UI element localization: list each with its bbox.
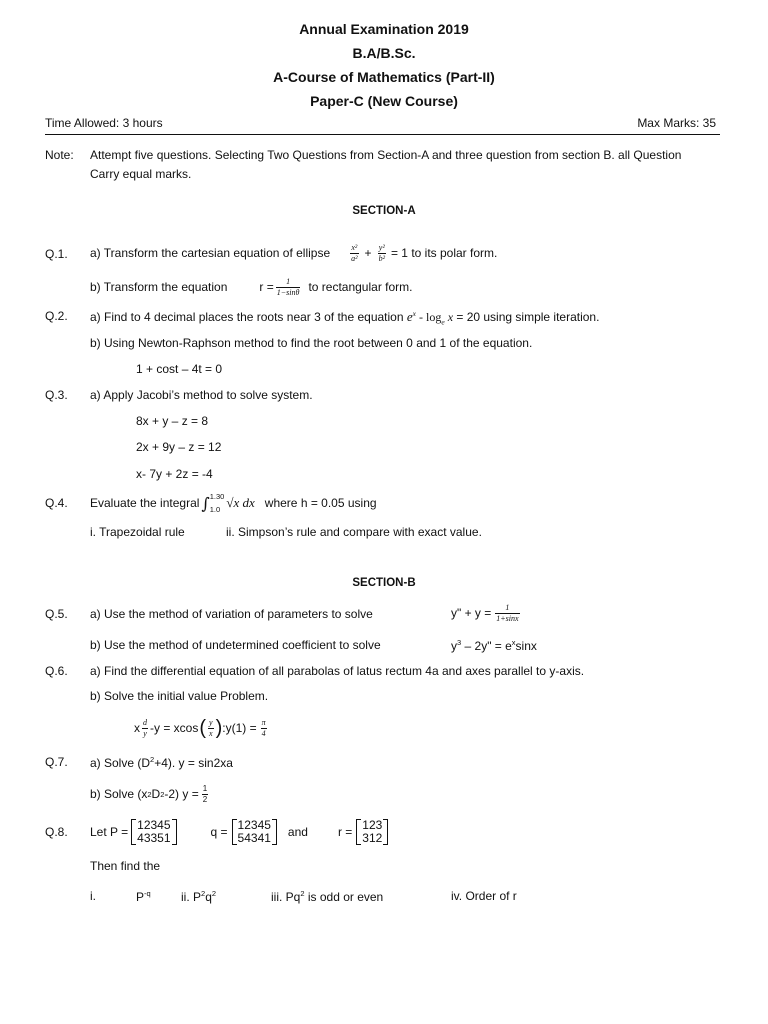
q8-part-iii: iii. Pq$^2$ is odd or even — [271, 889, 384, 904]
q8-part-ii: ii. $P^2q^2$ — [181, 889, 217, 904]
note-text-line1: Attempt five questions. Selecting Two Questions from Section-A and three question from section B. all Question — [90, 148, 682, 162]
q3-equation-2: 2x + 9y – z = 12 — [136, 440, 222, 454]
q5b-equation: $y^3 - 2y$" = $e^x\sin x$ — [451, 638, 537, 653]
question-number: Q.6. — [45, 664, 68, 678]
time-allowed: Time Allowed: 3 hours — [45, 116, 163, 130]
q1b-line: b) Transform the equation r = $\frac{1}{1-\sin\theta}$ to rectangular form. — [90, 276, 413, 297]
q4-text: Evaluate the integral — [90, 496, 200, 510]
note-text-line2: Carry equal marks. — [90, 167, 192, 181]
q6b-equation: x $\frac{d}{y}$ -y = xcos ( $\frac{y}{x}$ ) :y(1) = $\frac{\pi}{4}$ — [134, 716, 266, 739]
matrix-r: 123 312 — [356, 819, 388, 845]
q8-part-i: $P^{-q}$ — [136, 889, 151, 904]
q2a-line: a) Find to 4 decimal places the roots near 3 of the equation $e^x - \log_e x = 20$ using simple iteration. — [90, 309, 600, 327]
degree-title: B.A/B.Sc. — [352, 45, 416, 61]
q1b-text: b) Transform the equation — [90, 280, 228, 294]
q1a-text: a) Transform the cartesian equation of ellipse — [90, 246, 331, 260]
question-number: Q.8. — [45, 825, 68, 839]
integral-limits: 1.30 1.0 — [209, 492, 225, 514]
q5a-text: a) Use the method of variation of parameters to solve — [90, 607, 373, 621]
q3a-text: a) Apply Jacobi’s method to solve system. — [90, 388, 313, 402]
pi-over-4-fraction: $\frac{\pi}{4}$ — [261, 717, 266, 738]
q5a-equation: y" + y = $\frac{1}{1+\sin x}$ — [451, 602, 519, 623]
q1a-tail: = 1 to its polar form. — [390, 246, 498, 260]
q6b-text: b) Solve the initial value Problem. — [90, 689, 269, 703]
q2b-text: b) Using Newton-Raphson method to find the root between 0 and 1 of the equation. — [90, 336, 533, 350]
ellipse-y-fraction: $\frac{\text{y²}}{\text{b²}}$ — [378, 242, 385, 263]
q8-part-i-label: i. — [90, 889, 96, 903]
course-title: A-Course of Mathematics (Part-II) — [273, 69, 495, 85]
matrix-p: 12345 43351 — [131, 819, 176, 845]
exam-title: Annual Examination 2019 — [299, 21, 469, 37]
q5b-text: b) Use the method of undetermined coefficient to solve — [90, 638, 381, 652]
question-number: Q.3. — [45, 388, 68, 402]
q7b-line: b) Solve (x 2 D 2 -2) y = $\frac{1}{2}$ — [90, 783, 208, 804]
q6a-text: a) Find the differential equation of all parabolas of latus rectum 4a and axes parallel to y-axis. — [90, 664, 585, 678]
q4-trapezoidal: i. Trapezoidal rule — [90, 525, 185, 539]
q3-equation-3: x- 7y + 2z = -4 — [136, 467, 213, 481]
integrand: √x dx — [226, 495, 255, 510]
q4-tail: where h = 0.05 using — [264, 496, 377, 510]
derivative-fraction: $\frac{d}{y}$ — [143, 717, 147, 738]
max-marks: Max Marks: 35 — [637, 116, 716, 130]
section-a-heading: SECTION-A — [352, 205, 416, 217]
question-number: Q.7. — [45, 755, 68, 769]
matrix-q: 12345 54341 — [232, 819, 277, 845]
q2a-tail: = 20 using simple iteration. — [456, 310, 600, 324]
q2a-text: a) Find to 4 decimal places the roots near 3 of the equation — [90, 310, 404, 324]
q7a-line: a) Solve $(D^2+4)$. y = sin2xa — [90, 755, 233, 770]
q4-simpson: ii. Simpson’s rule and compare with exact value. — [226, 525, 482, 539]
q5a-fraction: $\frac{1}{1+\sin x}$ — [496, 602, 519, 623]
note-label: Note: — [45, 148, 74, 162]
integral-sign: ∫ — [201, 493, 210, 513]
polar-fraction: $\frac{1}{1-\sin\theta}$ — [276, 276, 300, 297]
q4-line — [90, 489, 377, 517]
cos-argument-fraction: $\frac{y}{x}$ — [209, 717, 213, 738]
paper-title: Paper-C (New Course) — [310, 93, 458, 109]
q8-part-iv: iv. Order of r — [451, 889, 517, 903]
section-b-heading: SECTION-B — [352, 577, 416, 589]
q1b-tail: to rectangular form. — [308, 280, 413, 294]
ellipse-x-fraction: $\frac{\text{x²}}{\text{a²}}$ — [351, 242, 358, 263]
question-number: Q.1. — [45, 247, 68, 261]
q8-line: Let P = 12345 43351 q = 12345 54341 and r = 123 312 — [90, 816, 388, 848]
q2b-equation: 1 + cost – 4t = 0 — [136, 362, 223, 376]
half-fraction: $\frac{1}{2}$ — [202, 783, 208, 804]
q8-then-text: Then find the — [90, 859, 161, 873]
header-divider — [45, 134, 720, 135]
question-number: Q.5. — [45, 607, 68, 621]
question-number: Q.2. — [45, 309, 68, 323]
question-number: Q.4. — [45, 496, 68, 510]
q3-equation-1: 8x + y – z = 8 — [136, 414, 209, 428]
q1a-line: a) Transform the cartesian equation of ellipse $\frac{\text{x²}}{\text{a²}}$ + $\frac{\text{y²}}{\text{b²}}$ = 1 to its polar form. — [90, 242, 498, 263]
